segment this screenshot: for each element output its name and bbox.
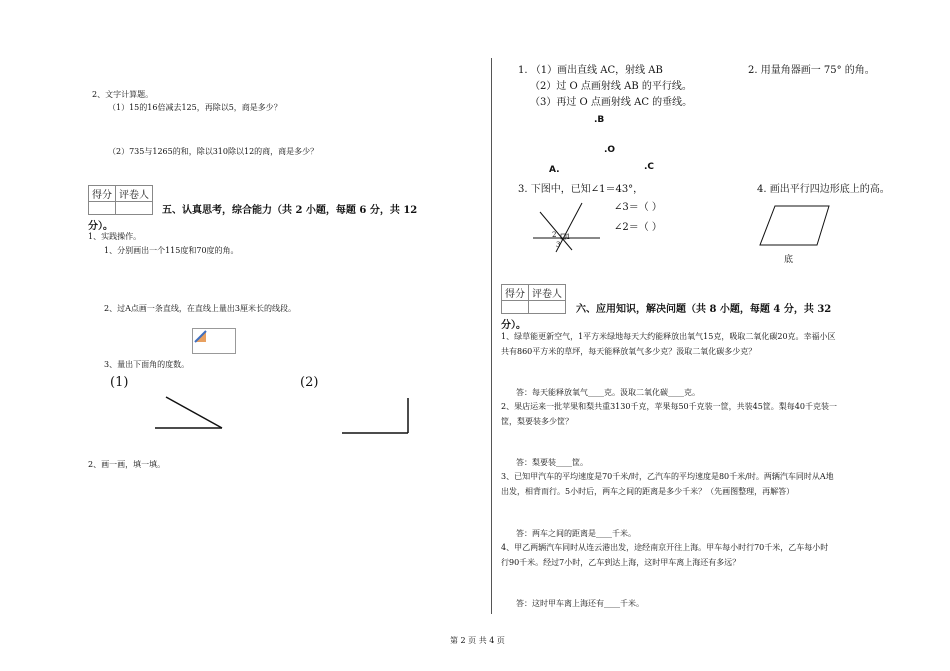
problem2-answer: 答：梨要装____筐。: [516, 458, 588, 467]
s5-q2-title: 2、画一画，填一填。: [88, 460, 166, 469]
angle2-label: (2): [300, 375, 319, 390]
grader-cell: [529, 301, 566, 314]
problem3-line1: 3、已知甲汽车的平均速度是70千米/时，乙汽车的平均速度是80千米/时。两辆汽车同时从A地: [501, 472, 834, 481]
parallelogram-figure: [760, 206, 829, 245]
point-a: A.: [549, 165, 560, 175]
score-cell: [502, 301, 529, 314]
angle1-label: (1): [110, 375, 129, 390]
point-c: .C: [644, 162, 655, 172]
grader-label: 评卷人: [116, 186, 153, 202]
s5-q1-3-text: 3、量出下面角的度数。: [104, 360, 190, 369]
grader-label: 评卷人: [529, 285, 566, 301]
section6-title: 六、应用知识，解决问题（共 8 小题，每题 4 分，共 32: [576, 304, 832, 315]
r-q3-angle3: ∠3＝（ ）: [614, 202, 662, 213]
s5-q1-1-text: 1、分别画出一个115度和70度的角。: [104, 246, 239, 255]
score-label: 得分: [502, 285, 529, 301]
r-q1-a: 1. （1）画出直线 AC，射线 AB: [518, 65, 663, 76]
q2-title: 2、文字计算题。: [92, 90, 154, 99]
page-footer: 第 2 页 共 4 页: [450, 636, 505, 645]
r-q1-c: （3）再过 O 点画射线 AC 的垂线。: [530, 97, 693, 108]
angle-label-2: 2: [552, 231, 557, 239]
problem2-line2: 筐，梨要装多少筐？: [501, 417, 573, 426]
section5-title: 五、认真思考，综合能力（共 2 小题，每题 6 分，共 12: [162, 205, 418, 216]
problem2-line1: 2、果店运来一批苹果和梨共重3130千克，苹果每50千克装一筐，共装45筐。梨每40千克装一: [501, 402, 837, 411]
r-q3-angle2: ∠2＝（ ）: [614, 222, 662, 233]
section5-title-cont: 分）。: [88, 221, 113, 232]
score-label: 得分: [89, 186, 116, 202]
q2-1-text: （1）15的16倍减去125，再除以5，商是多少？: [108, 103, 282, 112]
problem1-answer: 答：每天能释放氧气____克。汲取二氧化碳____克。: [516, 388, 700, 397]
section6-title-cont: 分）。: [501, 320, 526, 331]
angle-label-3: 3: [556, 241, 561, 249]
problem4-line1: 4、甲乙两辆汽车同时从连云港出发，途经南京开往上海。甲车每小时行70千米，乙车每小时: [501, 543, 829, 552]
intersecting-lines-figure: [533, 203, 600, 252]
angle-label-1: 1: [566, 233, 571, 241]
base-label: 底: [784, 255, 794, 265]
problem1-line2: 共有860平方米的草坪，每天能释放氧气多少克？汲取二氧化碳多少克？: [501, 347, 757, 356]
r-q3: 3. 下图中，已知∠1＝43°，: [518, 184, 644, 195]
point-o: .O: [604, 145, 616, 155]
problem4-line2: 行90千米。经过7小时，乙车到达上海，这时甲车离上海还有多远？: [501, 558, 741, 567]
s5-q1-title: 1、实践操作。: [88, 232, 142, 241]
r-q4: 4. 画出平行四边形底上的高。: [757, 184, 890, 195]
problem4-answer: 答：这时甲车离上海还有____千米。: [516, 599, 644, 608]
point-b: .B: [594, 115, 605, 125]
problem3-answer: 答：两车之间的距离是____千米。: [516, 529, 636, 538]
q2-2-text: （2）735与1265的和，除以310除以12的商，商是多少？: [108, 147, 319, 156]
r-q1-b: （2）过 O 点画射线 AB 的平行线。: [530, 81, 692, 92]
score-box-section6: [501, 284, 566, 314]
s5-q1-2-text: 2、过A点画一条直线，在直线上量出3厘米长的线段。: [104, 304, 296, 313]
r-q2: 2. 用量角器画一 75° 的角。: [748, 65, 875, 76]
problem3-line2: 出发，相背而行。5小时后，两车之间的距离是多少千米？（先画图整理，再解答）: [501, 487, 795, 496]
problem1-line1: 1、绿草能更新空气，1平方米绿地每天大约能释放出氧气15克，吸取二氧化碳20克。幸福小区: [501, 332, 836, 341]
